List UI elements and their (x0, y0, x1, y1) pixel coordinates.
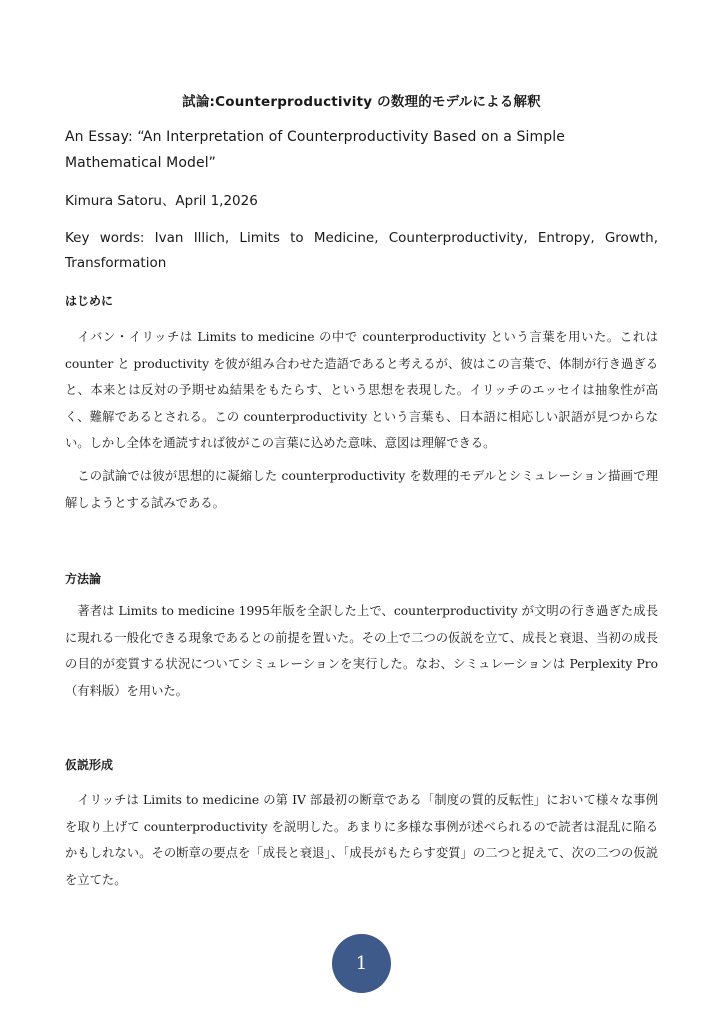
heading-hypothesis: 仮説形成 (65, 758, 114, 772)
heading-methodology: 方法論 (65, 572, 102, 586)
hypothesis-paragraph-1: イリッチは Limits to medicine の第 IV 部最初の断章である「制度の質的反転性」において様々な事例を取り上げて counterproductivity を説明した。あまりに多様な事例が述べられるので読者は混乱に陥るかもしれない。その断章の要点を「成長と衰退」、「成長がもたらす変質」の二つと捉えて、次の二つの仮説を立てた。 (65, 793, 658, 887)
title-english: An Essay: “An Interpretation of Counterproductivity Based on a Simple Mathematical Model” (65, 129, 565, 171)
heading-introduction: はじめに (65, 294, 114, 308)
intro-paragraph-1: イバン・イリッチは Limits to medicine の中で counterproductivity という言葉を用いた。これは counter と productivity を彼が組み合わせた造語であると考えるが、彼はこの言葉で、体制が行き過ぎると、本来とは反対の予期せぬ結果をもたらす、という思想を表現した。イリッチのエッセイは抽象性が高く、難解であるとされる。この counterproductivity という言葉も、日本語に相応しい訳語が見つからない。しかし全体を通読すれば彼がこの言葉に込めた意味、意図は理解できる。 (65, 330, 658, 450)
page-number-badge (332, 934, 391, 993)
page-number: 1 (355, 953, 368, 974)
title-japanese: 試論:Counterproductivity の数理的モデルによる解釈 (182, 94, 541, 110)
intro-paragraph-2: この試論では彼が思想的に凝縮した counterproductivity を数理的モデルとシミュレーション描画で理解しようとする試みである。 (65, 469, 658, 510)
method-paragraph-1: 著者は Limits to medicine 1995年版を全訳した上で、counterproductivity が文明の行き過ぎた成長に現れる一般化できる現象であるとの前提を置いた。その上で二つの仮説を立て、成長と衰退、当初の成長の目的が変質する状況についてシミュレーションを実行した。なお、シミュレーションは Perplexity Pro（有料版）を用いた。 (65, 604, 658, 698)
keywords-line: Key words: Ivan Illich, Limits to Medicine, Counterproductivity, Entropy, Growth, Transformation (65, 230, 658, 271)
author-date-line: Kimura Satoru、April 1,2026 (65, 193, 258, 209)
